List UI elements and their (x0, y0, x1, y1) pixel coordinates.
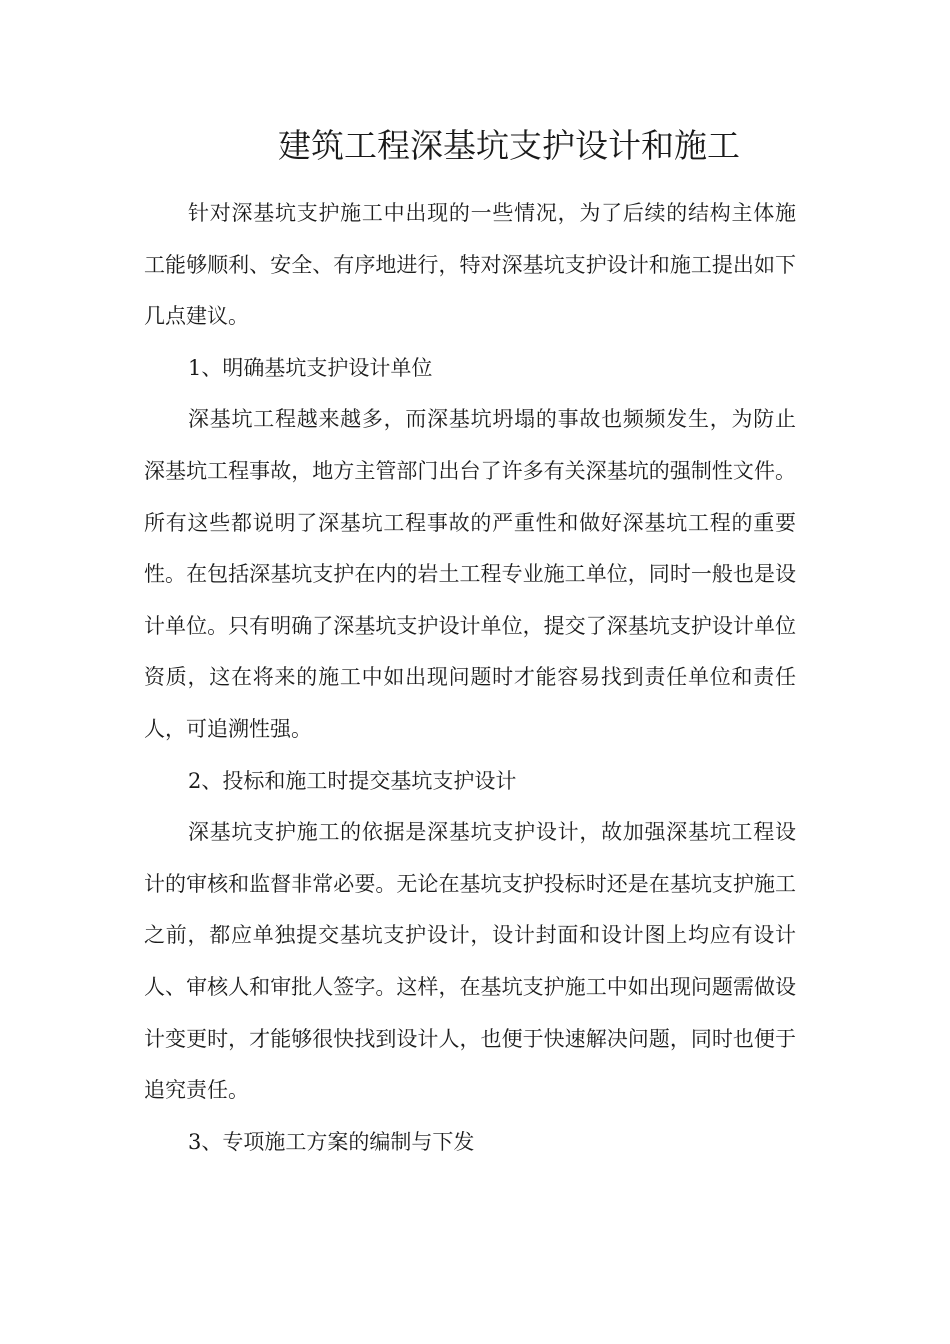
document-title: 建筑工程深基坑支护设计和施工 (278, 126, 740, 165)
document-body (144, 188, 796, 1168)
section-heading-2: 2、投标和施工时提交基坑支护设计 (188, 768, 517, 793)
intro-paragraph: 针对深基坑支护施工中出现的一些情况，为了后续的结构主体施工能够顺利、安全、有序地进行，特对深基坑支护设计和施工提出如下几点建议。 (144, 201, 796, 329)
section-heading-1: 1、明确基坑支护设计单位 (188, 355, 433, 380)
section-1-paragraph: 深基坑工程越来越多，而深基坑坍塌的事故也频频发生，为防止深基坑工程事故，地方主管部门出台了许多有关深基坑的强制性文件。所有这些都说明了深基坑工程事故的严重性和做好深基坑工程的重要性。在包括深基坑支护在内的岩土工程专业施工单位，同时一般也是设计单位。只有明确了深基坑支护设计单位，提交了深基坑支护设计单位资质，这在将来的施工中如出现问题时才能容易找到责任单位和责任人，可追溯性强。 (144, 407, 796, 741)
section-heading-3: 3、专项施工方案的编制与下发 (188, 1129, 475, 1154)
section-2-paragraph: 深基坑支护施工的依据是深基坑支护设计，故加强深基坑工程设计的审核和监督非常必要。无论在基坑支护投标时还是在基坑支护施工之前，都应单独提交基坑支护设计，设计封面和设计图上均应有设计人、审核人和审批人签字。这样，在基坑支护施工中如出现问题需做设计变更时，才能够很快找到设计人，也便于快速解决问题，同时也便于追究责任。 (144, 820, 796, 1103)
